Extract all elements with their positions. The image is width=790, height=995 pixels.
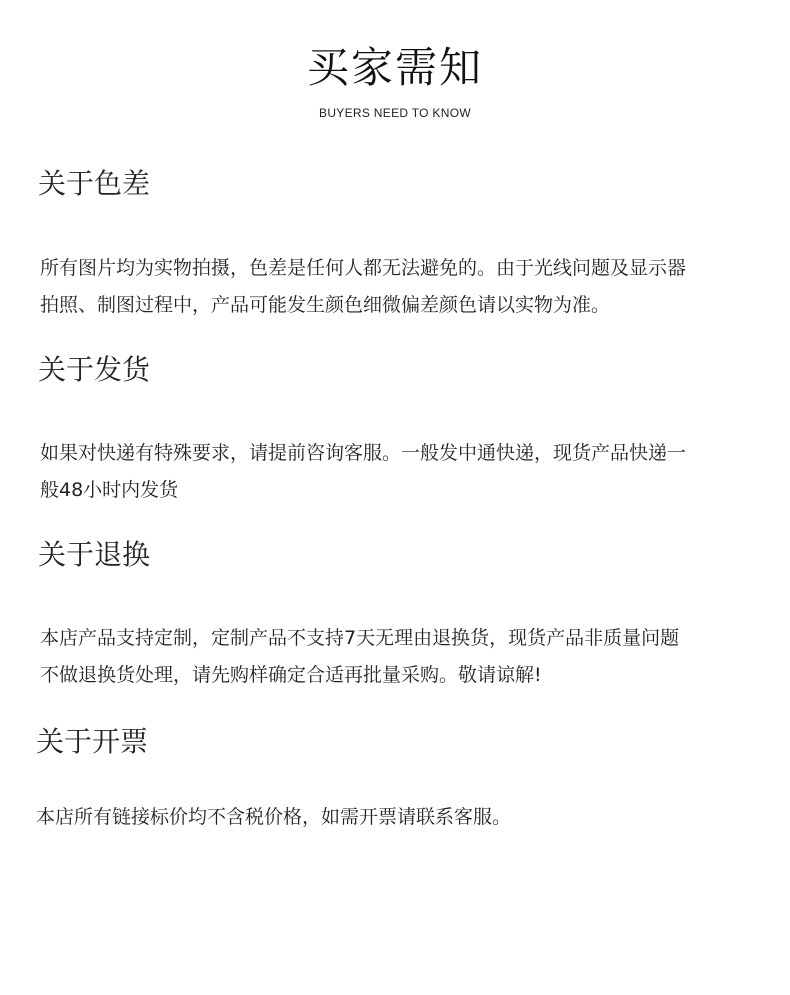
section-heading [38,537,150,573]
heading-prefix: 关于 [36,725,93,758]
section-text-line: 所有图片均为实物拍摄，色差是任何人都无法避免的。由于光线问题及显示器 [40,257,687,279]
section-text-line: 本店产品支持定制，定制产品不支持7天无理由退换货，现货产品非质量问题 [40,627,680,649]
section-heading [36,724,148,760]
section-text-line: 不做退换货处理，请先购样确定合适再批量采购。敬请谅解! [40,664,542,686]
section-text-line: 本店所有链接标价均不含税价格，如需开票请联系客服。 [36,806,512,828]
heading-highlight: 色差 [94,167,151,200]
heading-prefix: 关于 [38,167,95,200]
page-subtitle: BUYERS NEED TO KNOW [319,106,471,120]
heading-prefix: 关于 [38,538,95,571]
section-text-line: 般48小时内发货 [40,479,179,501]
section-text-line: 如果对快递有特殊要求，请提前咨询客服。一般发中通快递，现货产品快递一 [40,442,687,464]
heading-highlight: 退换 [94,538,151,571]
heading-prefix: 关于 [38,353,95,386]
page-title: 买家需知 [306,43,483,92]
section-text-line: 拍照、制图过程中，产品可能发生颜色细微偏差颜色请以实物为准。 [40,294,611,316]
page-header [0,40,790,120]
section-heading [38,352,150,388]
section-heading [38,166,150,202]
heading-highlight: 开票 [92,725,149,758]
heading-highlight: 发货 [94,353,151,386]
